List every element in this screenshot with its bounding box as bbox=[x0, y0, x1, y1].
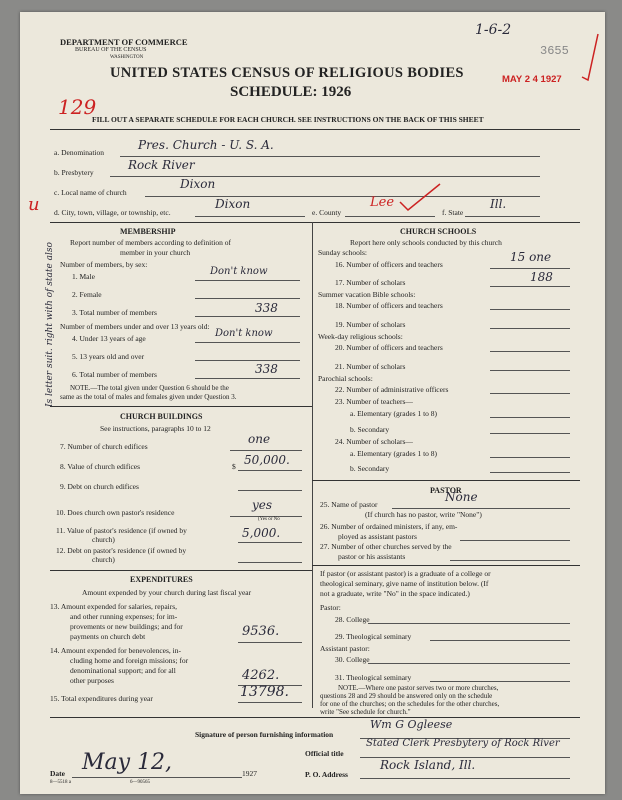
q20-line bbox=[490, 351, 570, 352]
q24a-label: a. Elementary (grades 1 to 8) bbox=[350, 449, 438, 458]
q12-label: church) bbox=[92, 555, 115, 564]
q31-label: 31. Theological seminary bbox=[335, 673, 412, 682]
signature-label: Signature of person furnishing information bbox=[195, 730, 334, 739]
print-number: 6—90565 bbox=[130, 780, 150, 785]
q1-label: 1. Male bbox=[72, 272, 95, 281]
q18-line bbox=[490, 309, 570, 310]
county-line bbox=[345, 216, 435, 217]
divider bbox=[50, 570, 312, 571]
q11-value: 5,000. bbox=[242, 526, 281, 540]
q4-label: 4. Under 13 years of age bbox=[72, 334, 146, 343]
q22-line bbox=[490, 393, 570, 394]
county-label: e. County bbox=[312, 208, 342, 217]
county-value: Lee bbox=[370, 195, 395, 210]
q24b-line bbox=[490, 472, 570, 473]
state-label: f. State bbox=[442, 208, 464, 217]
signature-value: Wm G Ogleese bbox=[370, 718, 453, 731]
date-label: Date bbox=[50, 769, 65, 778]
denomination-line bbox=[120, 156, 540, 157]
q11-line bbox=[238, 542, 302, 543]
official-title-label: Official title bbox=[305, 749, 344, 758]
date-value: May 12, bbox=[82, 750, 173, 775]
q27-label: pastor or his assistants bbox=[338, 552, 406, 561]
state-line bbox=[465, 216, 540, 217]
q19-label: 19. Number of scholars bbox=[335, 320, 406, 329]
q2-line bbox=[195, 298, 300, 299]
column-divider bbox=[312, 222, 313, 708]
q24b-label: b. Secondary bbox=[350, 464, 390, 473]
q6-value: 338 bbox=[255, 362, 278, 376]
presbytery-value: Rock River bbox=[128, 158, 195, 172]
q25-line bbox=[392, 508, 570, 509]
q15-label: 15. Total expenditures during year bbox=[50, 694, 153, 703]
q28-label: 28. College bbox=[335, 615, 370, 624]
schools-sub: Report here only schools conducted by this church bbox=[350, 238, 502, 247]
membership-title: MEMBERSHIP bbox=[120, 227, 176, 236]
state-value: Ill. bbox=[490, 197, 507, 211]
year-label: 1927 bbox=[242, 769, 257, 778]
q30-line bbox=[368, 663, 570, 664]
q3-label: 3. Total number of members bbox=[72, 308, 157, 317]
q8-label: 8. Value of church edifices bbox=[60, 462, 141, 471]
expenditures-sub: Amount expended by your church during last fiscal year bbox=[82, 588, 252, 597]
margin-mark: u bbox=[28, 194, 40, 215]
expenditures-title: EXPENDITURES bbox=[130, 575, 193, 584]
buildings-title: CHURCH BUILDINGS bbox=[120, 412, 203, 421]
q30-label: 30. College bbox=[335, 655, 370, 664]
q13-line: payments on church debt bbox=[70, 632, 146, 641]
corner-note: 1-6-2 bbox=[475, 22, 512, 38]
q1-line bbox=[195, 280, 300, 281]
handwritten-number: 129 bbox=[58, 95, 97, 119]
q7-value: one bbox=[248, 432, 271, 446]
q9-line bbox=[238, 490, 302, 491]
by-sex-label: Number of members, by sex: bbox=[60, 260, 148, 269]
q2-label: 2. Female bbox=[72, 290, 102, 299]
divider bbox=[50, 222, 580, 223]
q13-line: provements or new buildings; and for bbox=[70, 622, 183, 631]
parochial-label: Parochial schools: bbox=[318, 374, 373, 383]
q6-label: 6. Total number of members bbox=[72, 370, 157, 379]
q26-label: 26. Number of ordained ministers, if any, em- bbox=[320, 522, 458, 531]
q17-value: 188 bbox=[530, 270, 553, 284]
q14-line: denominational support; and for all bbox=[70, 666, 176, 675]
q3-value: 338 bbox=[255, 301, 278, 315]
church-name-label: c. Local name of church bbox=[54, 188, 127, 197]
divider bbox=[50, 129, 580, 130]
q28-line bbox=[368, 623, 570, 624]
stamp-number: 3655 bbox=[540, 44, 569, 58]
presbytery-line bbox=[110, 176, 540, 177]
q6-line bbox=[195, 378, 300, 379]
schools-title: CHURCH SCHOOLS bbox=[400, 227, 477, 236]
q9-label: 9. Debt on church edifices bbox=[60, 482, 139, 491]
q14-line: cluding home and foreign missions; for bbox=[70, 656, 189, 665]
q25-label: 25. Name of pastor bbox=[320, 500, 378, 509]
asst-pastor-label: Assistant pastor: bbox=[320, 644, 370, 653]
q5-label: 5. 13 years old and over bbox=[72, 352, 145, 361]
weekday-label: Week-day religious schools: bbox=[318, 332, 403, 341]
grad-note: theological seminary, give name of institution below. (If bbox=[320, 579, 489, 588]
pastor-note: write "See schedule for church." bbox=[320, 708, 411, 716]
q16-value: 15 one bbox=[510, 250, 552, 264]
bureau-label: BUREAU OF THE CENSUS bbox=[75, 47, 147, 53]
q11-label: church) bbox=[92, 535, 115, 544]
q8-dollar: $ bbox=[232, 462, 236, 471]
instructions-line: FILL OUT A SEPARATE SCHEDULE FOR EACH CHURCH. SEE INSTRUCTIONS ON THE BACK OF THIS SHEET bbox=[92, 115, 484, 124]
q7-line bbox=[230, 450, 302, 451]
q20-label: 20. Number of officers and teachers bbox=[335, 343, 443, 352]
q19-line bbox=[490, 328, 570, 329]
q29-label: 29. Theological seminary bbox=[335, 632, 412, 641]
q21-line bbox=[490, 370, 570, 371]
q26-line bbox=[460, 540, 570, 541]
q13-value: 9536. bbox=[242, 624, 280, 639]
church-name-line bbox=[145, 196, 540, 197]
q29-line bbox=[430, 640, 570, 641]
dept-label: DEPARTMENT OF COMMERCE bbox=[60, 37, 188, 47]
q13-line: 13. Amount expended for salaries, repairs, bbox=[50, 602, 178, 611]
city-label: WASHINGTON bbox=[110, 55, 144, 60]
grad-note: If pastor (or assistant pastor) is a graduate of a college or bbox=[320, 569, 491, 578]
divider bbox=[50, 717, 580, 718]
q10-label: 10. Does church own pastor's residence bbox=[56, 508, 175, 517]
form-number: 8—5518 a bbox=[50, 780, 71, 785]
pastor-note: NOTE.—Where one pastor serves two or more churches, bbox=[338, 684, 499, 692]
pastor-note: for one of the churches; on the schedules for the other churches, bbox=[320, 700, 500, 708]
q16-label: 16. Number of officers and teachers bbox=[335, 260, 443, 269]
census-schedule-sheet bbox=[20, 12, 605, 794]
q15-value: 13798. bbox=[240, 684, 289, 700]
schedule-title: SCHEDULE: 1926 bbox=[230, 84, 352, 100]
divider bbox=[312, 565, 580, 566]
q10-value: yes bbox=[252, 498, 273, 512]
membership-note: NOTE.—The total given under Question 6 should be the bbox=[70, 384, 229, 392]
q12-label: 12. Debt on pastor's residence (if owned by bbox=[56, 546, 187, 555]
denomination-value: Pres. Church - U. S. A. bbox=[138, 138, 274, 152]
q1-value: Don't know bbox=[210, 266, 268, 277]
q14-line: other purposes bbox=[70, 676, 114, 685]
date-received-stamp: MAY 2 4 1927 bbox=[502, 74, 562, 85]
checkmark-icon bbox=[580, 32, 600, 82]
q3-line bbox=[195, 316, 300, 317]
q13-line: and other running expenses; for im- bbox=[70, 612, 178, 621]
q17-line bbox=[490, 286, 570, 287]
address-label: P. O. Address bbox=[305, 770, 348, 779]
address-line bbox=[360, 778, 570, 779]
q31-line bbox=[430, 681, 570, 682]
margin-note: Is letter suit. right with of state also bbox=[45, 242, 55, 407]
q5-line bbox=[195, 360, 300, 361]
q22-label: 22. Number of administrative officers bbox=[335, 385, 449, 394]
q23-label: 23. Number of teachers— bbox=[335, 397, 413, 406]
grad-note: not a graduate, write "No" in the space indicated.) bbox=[320, 589, 470, 598]
divider bbox=[312, 480, 580, 481]
q13-line bbox=[238, 642, 302, 643]
church-name-value: Dixon bbox=[180, 177, 216, 191]
city-field-label: d. City, town, village, or township, etc. bbox=[54, 208, 171, 217]
q27-line bbox=[450, 560, 570, 561]
q14-value: 4262. bbox=[242, 668, 280, 683]
presbytery-label: b. Presbytery bbox=[54, 168, 94, 177]
q25-value: None bbox=[445, 490, 478, 504]
q25-hint: (If church has no pastor, write "None") bbox=[365, 510, 482, 519]
q23a-line bbox=[490, 417, 570, 418]
pastor-title: PASTOR bbox=[430, 486, 462, 495]
q10-hint: (Yes or No bbox=[258, 517, 280, 522]
sunday-label: Sunday schools: bbox=[318, 248, 367, 257]
q24-label: 24. Number of scholars— bbox=[335, 437, 413, 446]
q4-line bbox=[195, 342, 300, 343]
official-title-value: Stated Clerk Presbytery of Rock River bbox=[366, 738, 560, 749]
membership-intro: member in your church bbox=[120, 248, 191, 257]
q11-label: 11. Value of pastor's residence (if owned by bbox=[56, 526, 187, 535]
denomination-label: a. Denomination bbox=[54, 148, 104, 157]
q7-label: 7. Number of church edifices bbox=[60, 442, 148, 451]
pastor-label: Pastor: bbox=[320, 603, 341, 612]
form-title: UNITED STATES CENSUS OF RELIGIOUS BODIES bbox=[110, 65, 464, 81]
q4-value: Don't know bbox=[215, 328, 273, 339]
q13-label bbox=[50, 602, 183, 642]
q27-label: 27. Number of other churches served by the bbox=[320, 542, 452, 551]
under-over-label: Number of members under and over 13 years old: bbox=[60, 322, 210, 331]
summer-label: Summer vacation Bible schools: bbox=[318, 290, 416, 299]
q18-label: 18. Number of officers and teachers bbox=[335, 301, 443, 310]
buildings-sub: See instructions, paragraphs 10 to 12 bbox=[100, 424, 211, 433]
address-value: Rock Island, Ill. bbox=[380, 758, 476, 772]
city-value: Dixon bbox=[215, 197, 251, 211]
q14-label bbox=[50, 646, 188, 686]
pastor-note: questions 28 and 29 should be answered only on the schedule bbox=[320, 692, 493, 700]
q23a-label: a. Elementary (grades 1 to 8) bbox=[350, 409, 438, 418]
q8-line bbox=[238, 470, 302, 471]
date-line bbox=[72, 777, 242, 778]
q16-line bbox=[490, 268, 570, 269]
checkmark-icon bbox=[398, 182, 443, 212]
membership-intro: Report number of members according to definition of bbox=[70, 238, 231, 247]
q17-label: 17. Number of scholars bbox=[335, 278, 406, 287]
q23b-line bbox=[490, 433, 570, 434]
q24a-line bbox=[490, 457, 570, 458]
q8-value: 50,000. bbox=[244, 453, 290, 467]
q26-label: ployed as assistant pastors bbox=[338, 532, 417, 541]
q12-line bbox=[238, 562, 302, 563]
divider bbox=[50, 406, 312, 407]
q15-line bbox=[238, 702, 302, 703]
q23b-label: b. Secondary bbox=[350, 425, 390, 434]
q21-label: 21. Number of scholars bbox=[335, 362, 406, 371]
q14-line: 14. Amount expended for benevolences, in- bbox=[50, 646, 182, 655]
city-line bbox=[195, 216, 305, 217]
membership-note: same as the total of males and females given under Question 3. bbox=[60, 393, 237, 401]
